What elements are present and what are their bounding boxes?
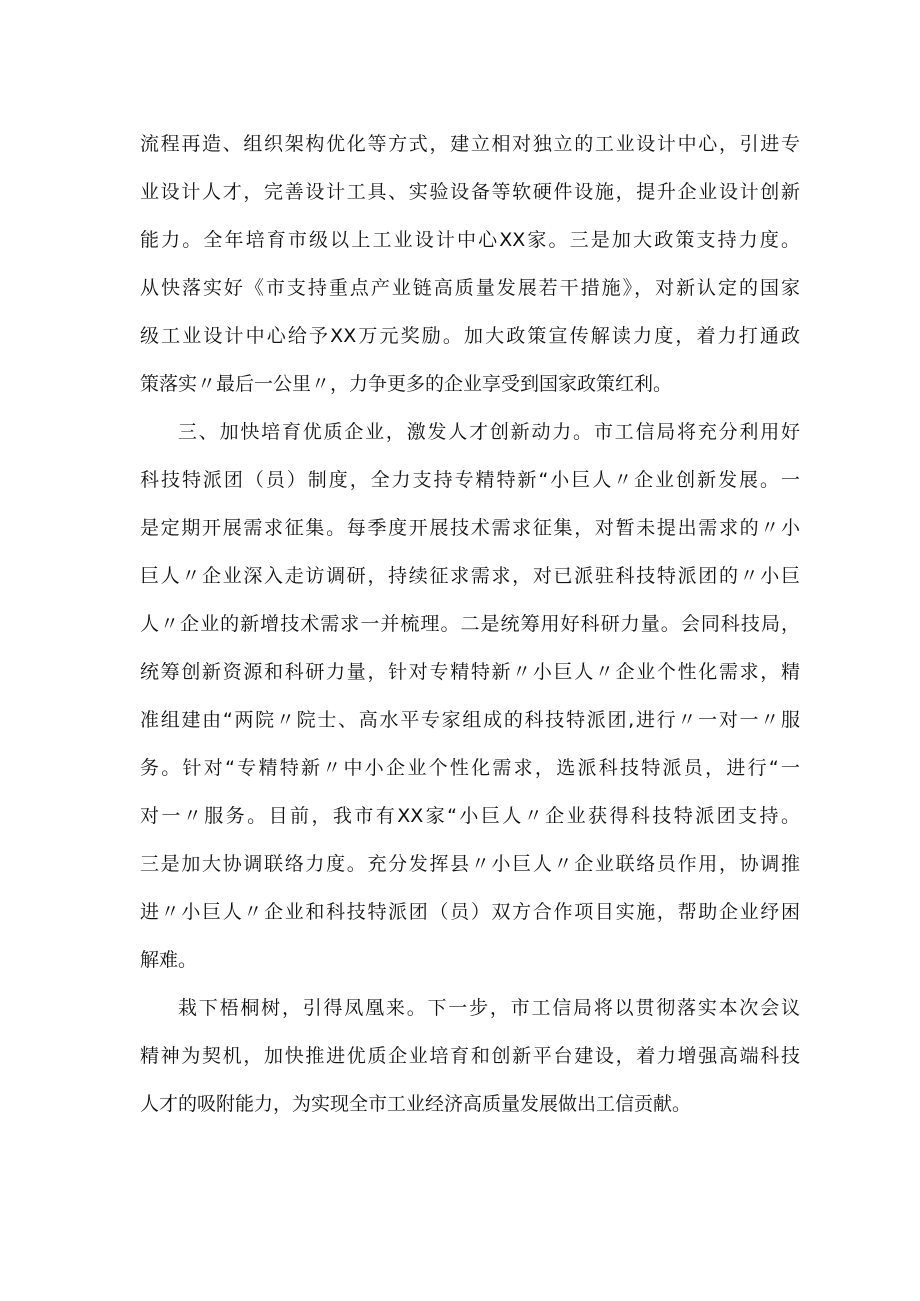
text-line: 级工业设计中心给予XX万元奖励。加大政策宣传解读力度，着力打通政 bbox=[140, 325, 800, 347]
text-line: 对一〃服务。目前，我市有XX家“小巨人〃企业获得科技特派团支持。 bbox=[140, 805, 800, 827]
text-line: 业设计人才，完善设计工具、实验设备等软硬件设施，提升企业设计创新 bbox=[140, 181, 800, 203]
text-line: 流程再造、组织架构优化等方式，建立相对独立的工业设计中心，引进专 bbox=[140, 133, 800, 155]
text-line: 统筹创新资源和科研力量，针对专精特新〃小巨人〃企业个性化需求，精 bbox=[140, 661, 800, 683]
text-line: 精神为契机，加快推进优质企业培育和创新平台建设，着力增强高端科技 bbox=[140, 1045, 800, 1067]
text-line: 三是加大协调联络力度。充分发挥县〃小巨人〃企业联络员作用，协调推 bbox=[140, 853, 800, 875]
text-line: 务。针对“专精特新〃中小企业个性化需求，选派科技特派员，进行“一 bbox=[140, 757, 800, 779]
text-line: 解难。 bbox=[140, 949, 198, 971]
text-line: 人〃企业的新增技术需求一并梳理。二是统筹用好科研力量。会同科技局， bbox=[140, 613, 800, 635]
text-line: 能力。全年培育市级以上工业设计中心XX家。三是加大政策支持力度。 bbox=[140, 229, 800, 251]
text-line: 科技特派团（员）制度，全力支持专精特新“小巨人〃企业创新发展。一 bbox=[140, 469, 800, 491]
paragraph-start-line: 栽下梧桐树，引得凤凰来。下一步，市工信局将以贯彻落实本次会议 bbox=[178, 997, 800, 1019]
paragraph-start-line: 三、加快培育优质企业，激发人才创新动力。市工信局将充分利用好 bbox=[178, 421, 800, 443]
text-line: 策落实〃最后一公里〃，力争更多的企业享受到国家政策红利。 bbox=[140, 373, 673, 395]
text-line: 人才的吸附能力，为实现全市工业经济高质量发展做出工信贡献。 bbox=[140, 1093, 692, 1115]
text-line: 从快落实好《市支持重点产业链高质量发展若干措施》，对新认定的国家 bbox=[140, 277, 800, 299]
text-line: 是定期开展需求征集。每季度开展技术需求征集，对暂未提出需求的〃小 bbox=[140, 517, 800, 539]
text-line: 准组建由“两院〃院士、高水平专家组成的科技特派团,进行〃一对一〃服 bbox=[140, 709, 800, 731]
text-line: 进〃小巨人〃企业和科技特派团（员）双方合作项目实施，帮助企业纾困 bbox=[140, 901, 800, 923]
text-line: 巨人〃企业深入走访调研，持续征求需求，对已派驻科技特派团的〃小巨 bbox=[140, 565, 800, 587]
